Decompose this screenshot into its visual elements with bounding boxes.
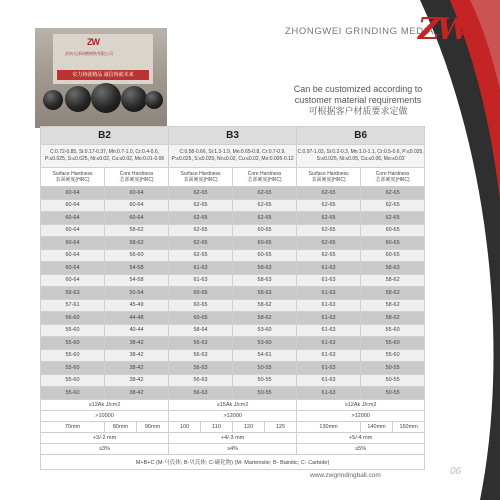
hardness-cell: 56-63 xyxy=(169,349,233,362)
hardness-cell: 38-42 xyxy=(105,387,169,400)
customization-note-en-2: customer material requirements xyxy=(294,95,422,105)
hardness-cell: 61-63 xyxy=(297,362,361,375)
photo-sign-company: 济南太泽研磨钢铁有限公司 xyxy=(65,51,113,56)
breakage-value: ≤3% xyxy=(41,443,169,454)
hardness-cell: 58-62 xyxy=(361,299,425,312)
diameter-value: 125 xyxy=(265,421,297,432)
hardness-cell: 38-42 xyxy=(105,337,169,350)
page-number: 06 xyxy=(450,466,462,477)
core-hardness-label-zh: 芯部硬度(HRC) xyxy=(119,177,154,183)
hardness-cell: 55-60 xyxy=(41,374,105,387)
hardness-cell: 50-55 xyxy=(361,387,425,400)
hardness-cell: 55-60 xyxy=(41,349,105,362)
hardness-cell: 60-65 xyxy=(361,237,425,250)
photo-sign-logo: ZW xyxy=(87,37,99,47)
brand-logo: ZW xyxy=(418,12,468,47)
hardness-cell: 44-48 xyxy=(105,312,169,325)
hardness-cell: 62-65 xyxy=(169,224,233,237)
table-row xyxy=(41,187,425,200)
diameter-value: 100 xyxy=(169,421,201,432)
hardness-cell: 60-64 xyxy=(41,237,105,250)
hardness-cell: 55-60 xyxy=(41,324,105,337)
hardness-cell: 62-65 xyxy=(297,224,361,237)
footnote-row xyxy=(41,454,425,469)
table-row xyxy=(41,312,425,325)
hardness-cell: 60-65 xyxy=(361,249,425,262)
table-row xyxy=(41,212,425,225)
grinding-ball xyxy=(65,86,91,112)
hardness-cell: 38-42 xyxy=(105,362,169,375)
customization-note xyxy=(288,84,428,117)
hardness-cell: 58-62 xyxy=(361,274,425,287)
hardness-cell: 56-63 xyxy=(169,362,233,375)
hardness-cell: 62-65 xyxy=(297,187,361,200)
grinding-ball xyxy=(121,86,147,112)
core-hardness-label-zh: 芯部硬度(HRC) xyxy=(375,177,410,183)
microstructure-footnote: M+B+C (M-马氏体; B-贝氏体; C-碳化物) (M- Martensite; B- Bainitic; C- Carbide) xyxy=(41,454,425,469)
hardness-cell: 60-64 xyxy=(41,199,105,212)
diameter-value: 110 xyxy=(201,421,233,432)
hardness-cell: 60-64 xyxy=(41,274,105,287)
hardness-cell: 62-65 xyxy=(361,187,425,200)
customization-note-en-1: Can be customized according to xyxy=(293,84,423,94)
grade-header-b3: B3 xyxy=(169,127,297,145)
table-row xyxy=(41,249,425,262)
grinding-ball xyxy=(91,83,121,113)
hardness-cell: 62-65 xyxy=(361,199,425,212)
diameter-value: 80mm xyxy=(105,421,137,432)
hardness-cell: 58-63 xyxy=(233,287,297,300)
core-hardness-label-zh: 芯部硬度(HRC) xyxy=(247,177,282,183)
website-url: www.zwgrindingball.com xyxy=(310,472,381,479)
hardness-cell: 62-65 xyxy=(169,187,233,200)
hardness-cell: 61-63 xyxy=(297,287,361,300)
table-row xyxy=(41,324,425,337)
hardness-cell: 58-62 xyxy=(361,287,425,300)
table-row xyxy=(41,349,425,362)
hardness-cell: 60-64 xyxy=(41,224,105,237)
hardness-cell: 62-65 xyxy=(297,237,361,250)
hardness-cell: 62-65 xyxy=(233,212,297,225)
table-row xyxy=(41,337,425,350)
hardness-cell: 58-62 xyxy=(233,299,297,312)
surface-hardness-label xyxy=(297,168,361,187)
hardness-cell: 60-64 xyxy=(41,187,105,200)
impact-row xyxy=(41,399,425,410)
hardness-cell: 50-54 xyxy=(105,287,169,300)
hardness-cell: 56-63 xyxy=(169,337,233,350)
hardness-cell: 58-63 xyxy=(233,262,297,275)
table-row xyxy=(41,299,425,312)
hardness-cell: 56-63 xyxy=(169,374,233,387)
hardness-cell: 55-60 xyxy=(41,387,105,400)
surface-hardness-label xyxy=(169,168,233,187)
core-hardness-label xyxy=(105,168,169,187)
hardness-cell: 53-60 xyxy=(233,337,297,350)
hardness-cell: 60-64 xyxy=(41,262,105,275)
diameter-value: 150mm xyxy=(393,421,425,432)
hardness-cell: 38-42 xyxy=(105,349,169,362)
hardness-cell: 60-65 xyxy=(233,237,297,250)
breakage-row xyxy=(41,443,425,454)
core-hardness-label-en: Core Hardness xyxy=(375,171,410,177)
tolerance-row xyxy=(41,432,425,443)
hardness-cell: 60-65 xyxy=(169,312,233,325)
core-hardness-label-en: Core Hardness xyxy=(247,171,282,177)
hardness-cell: 61-63 xyxy=(297,374,361,387)
hardness-cell: 60-65 xyxy=(233,249,297,262)
drop-test-row xyxy=(41,410,425,421)
hardness-cell: 62-65 xyxy=(169,212,233,225)
hardness-cell: 62-65 xyxy=(233,187,297,200)
core-hardness-label xyxy=(233,168,297,187)
surface-hardness-label-en: Surface Hardness xyxy=(180,171,221,177)
diameter-value: 120 xyxy=(233,421,265,432)
grinding-ball xyxy=(43,90,63,110)
hardness-cell: 59-63 xyxy=(41,287,105,300)
surface-hardness-label-zh: 表面硬度(HRC) xyxy=(183,177,218,183)
hardness-cell: 45-49 xyxy=(105,299,169,312)
hardness-cell: 56-60 xyxy=(105,249,169,262)
photo-sign-slogan: 实力铸就精品 诚信铸就未来 xyxy=(57,70,149,80)
hardness-cell: 55-60 xyxy=(361,337,425,350)
hardness-cell: 56-63 xyxy=(169,387,233,400)
core-hardness-label xyxy=(361,168,425,187)
hardness-cell: 61-63 xyxy=(297,324,361,337)
hardness-cell: 58-62 xyxy=(105,237,169,250)
table-row xyxy=(41,262,425,275)
hardness-cell: 62-65 xyxy=(297,199,361,212)
hardness-cell: 60-65 xyxy=(233,224,297,237)
customization-note-zh: 可根据客户材质要求定做 xyxy=(308,106,408,116)
hardness-cell: 61-63 xyxy=(169,274,233,287)
hardness-cell: 62-65 xyxy=(361,212,425,225)
hardness-cell: 60-65 xyxy=(169,299,233,312)
surface-hardness-label-zh: 表面硬度(HRC) xyxy=(55,177,90,183)
chemistry-b2: C:0.72-0.85, Si:0.17-0.37, Mn:0.7-1.0, Cr:0.4-0.6, P:≤0.025, S:≤0.025, Ni:≤0.02, Cu:≤0.02, Mo:0.01-0.06 xyxy=(41,145,169,168)
grade-header-b6: B6 xyxy=(297,127,425,145)
hardness-cell: 50-55 xyxy=(233,362,297,375)
hardness-cell: 60-65 xyxy=(361,224,425,237)
hardness-cell: 61-63 xyxy=(169,262,233,275)
hardness-cell: 60-64 xyxy=(105,199,169,212)
hardness-cell: 60-64 xyxy=(41,249,105,262)
hardness-cell: 62-65 xyxy=(169,237,233,250)
drop-test-value: >10000 xyxy=(41,410,169,421)
hardness-cell: 61-63 xyxy=(297,274,361,287)
table-row xyxy=(41,374,425,387)
table-row xyxy=(41,287,425,300)
hardness-cell: 60-65 xyxy=(169,287,233,300)
grinding-ball xyxy=(145,91,163,109)
hardness-cell: 61-63 xyxy=(297,312,361,325)
impact-value: ≥12Ak J/cm2 xyxy=(297,399,425,410)
chemistry-b3: C:0.58-0.66, Si:1.3-1.9, Mn:0.65-0.8, Cr:0.7-0.9, P:≤0.025, S:≤0.025, Ni:≤0.02, Cu:≤0.02, Mo:0.005-0.12 xyxy=(169,145,297,168)
hardness-cell: 62-65 xyxy=(169,199,233,212)
grinding-ball-spec-table xyxy=(40,126,425,470)
chemistry-b6: C:0.97-1.03, Si:0.2-0.3, Mn:1.0-1.1, Cr:0.5-0.6, P:≤0.025, S:≤0.025, Ni:≤0.05, Cu:≤0.06, Mo:≤0.02 xyxy=(297,145,425,168)
tolerance-value: +3/-2 mm xyxy=(41,432,169,443)
impact-value: ≥12Ak J/cm2 xyxy=(41,399,169,410)
hardness-cell: 61-63 xyxy=(297,387,361,400)
table-row xyxy=(41,274,425,287)
table-row xyxy=(41,224,425,237)
header-title: ZHONGWEI GRINDING MEDIA xyxy=(285,26,434,37)
hardness-cell: 61-63 xyxy=(297,262,361,275)
drop-test-value: >12000 xyxy=(169,410,297,421)
hardness-cell: 50-55 xyxy=(233,374,297,387)
core-hardness-label-en: Core Hardness xyxy=(119,171,154,177)
hardness-cell: 58-62 xyxy=(361,312,425,325)
diameter-row xyxy=(41,421,425,432)
hardness-cell: 58-63 xyxy=(361,262,425,275)
hardness-cell: 61-63 xyxy=(297,349,361,362)
breakage-value: ≤4% xyxy=(169,443,297,454)
hardness-cell: 58-62 xyxy=(105,224,169,237)
hardness-cell: 54-58 xyxy=(105,262,169,275)
hardness-cell: 61-63 xyxy=(297,299,361,312)
diameter-value: 70mm xyxy=(41,421,105,432)
hardness-cell: 50-55 xyxy=(361,362,425,375)
hardness-cell: 60-64 xyxy=(105,212,169,225)
diameter-value: 130mm xyxy=(297,421,361,432)
hardness-cell: 61-63 xyxy=(297,337,361,350)
hardness-cell: 55-60 xyxy=(361,324,425,337)
diameter-value: 90mm xyxy=(137,421,169,432)
impact-value: ≥15Ak J/cm2 xyxy=(169,399,297,410)
tolerance-value: +4/-3 mm xyxy=(169,432,297,443)
surface-hardness-label-en: Surface Hardness xyxy=(308,171,349,177)
hardness-cell: 62-65 xyxy=(297,249,361,262)
hardness-cell: 55-60 xyxy=(41,337,105,350)
surface-hardness-label-zh: 表面硬度(HRC) xyxy=(311,177,346,183)
table-row xyxy=(41,199,425,212)
hardness-cell: 60-64 xyxy=(105,187,169,200)
breakage-value: ≤5% xyxy=(297,443,425,454)
tolerance-value: +5/-4 mm xyxy=(297,432,425,443)
hardness-cell: 56-60 xyxy=(41,312,105,325)
hardness-cell: 62-65 xyxy=(233,199,297,212)
table-row xyxy=(41,362,425,375)
hardness-cell: 53-60 xyxy=(233,324,297,337)
hardness-cell: 62-65 xyxy=(169,249,233,262)
hardness-cell: 38-42 xyxy=(105,374,169,387)
table-row xyxy=(41,237,425,250)
grade-header-b2: B2 xyxy=(41,127,169,145)
drop-test-value: >12000 xyxy=(297,410,425,421)
hardness-cell: 58-62 xyxy=(233,312,297,325)
hardness-cell: 58-64 xyxy=(169,324,233,337)
hardness-cell: 40-44 xyxy=(105,324,169,337)
table-row xyxy=(41,387,425,400)
diameter-value: 140mm xyxy=(361,421,393,432)
hardness-cell: 54-61 xyxy=(233,349,297,362)
hardness-cell: 55-60 xyxy=(361,349,425,362)
hardness-cell: 50-55 xyxy=(233,387,297,400)
hardness-cell: 60-64 xyxy=(41,212,105,225)
hardness-cell: 55-60 xyxy=(41,362,105,375)
surface-hardness-label xyxy=(41,168,105,187)
hardness-cell: 62-65 xyxy=(297,212,361,225)
hardness-cell: 50-55 xyxy=(361,374,425,387)
product-photo xyxy=(35,28,167,128)
hardness-cell: 54-58 xyxy=(105,274,169,287)
hardness-cell: 58-63 xyxy=(233,274,297,287)
hardness-cell: 57-61 xyxy=(41,299,105,312)
surface-hardness-label-en: Surface Hardness xyxy=(52,171,93,177)
